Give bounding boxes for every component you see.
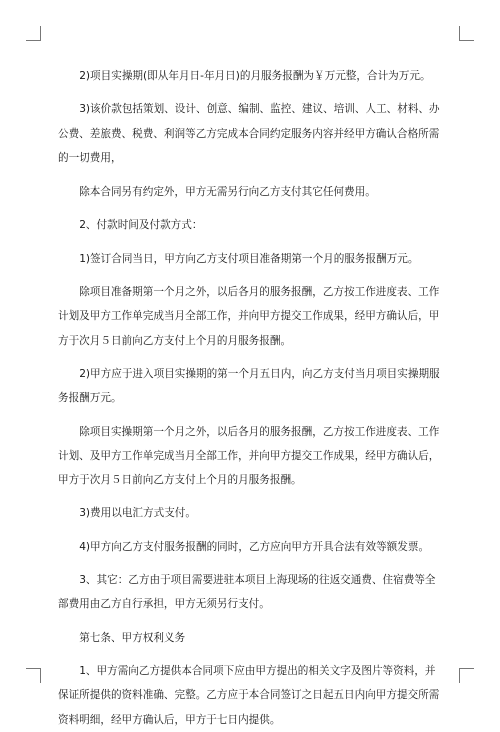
paragraph-payment-heading: 2、付款时间及付款方式： (79, 219, 203, 232)
paragraph-wire-transfer: 3)费用以电汇方式支付。 (79, 507, 196, 520)
paragraph-operation-first-month: 2)甲方应于进入项目实操期的第一个月五日内，向乙方支付当月项目实操期服务报酬万元。 (58, 367, 440, 405)
paragraph-monthly-fee: 2)项目实操期(即从年月日-年月日)的月服务报酬为￥万元整，合计为万元。 (79, 70, 431, 82)
paragraph-signing-payment: 1)签订合同当日，甲方向乙方支付项目准备期第一个月的服务报酬万元。 (79, 252, 419, 265)
paragraph-other-costs: 3、其它：乙方由于项目需要进驻本项目上海现场的往返交通费、住宿费等全部费用由乙方自行承担，甲方无须另行支付。 (58, 574, 436, 611)
crop-mark-bottom-left (26, 668, 41, 683)
paragraph-price-scope: 3)该价款包括策划、设计、创意、编制、监控、建议、培训、人工、材料、办公费、差旅费、税费、利润等乙方完成本合同约定服务内容并经甲方确认合格所需的一切费用， (58, 103, 440, 164)
paragraph-party-a-materials: 1、甲方需向乙方提供本合同项下应由甲方提出的相关文字及图片等资料，并保证所提供的资料准确、完整。乙方应于本合同签订之日起五日内向甲方提交所需资料明细，经甲方确认后，甲方于七日内提供。 (58, 664, 440, 726)
paragraph-operation-monthly: 除项目实操期第一个月之外，以后各月的服务报酬，乙方按工作进度表、工作计划、及甲方工作单完成当月全部工作，并向甲方提交工作成果，经甲方确认后，甲方于次月５日前向乙方支付上个月的月服务报酬。 (58, 425, 440, 487)
crop-mark-top-left (26, 26, 41, 41)
section-heading-article-7: 第七条、甲方权利义务 (79, 631, 186, 644)
crop-mark-bottom-right (459, 668, 474, 683)
paragraph-invoice: 4)甲方向乙方支付服务报酬的同时，乙方应向甲方开具合法有效等额发票。 (79, 540, 430, 553)
paragraph-no-extra-fees: 除本合同另有约定外，甲方无需另行向乙方支付其它任何费用。 (79, 186, 376, 199)
document-body (58, 64, 442, 732)
paragraph-prep-monthly: 除项目准备期第一个月之外，以后各月的服务报酬，乙方按工作进度表、工作计划及甲方工作单完成当月全部工作，并向甲方提交工作成果，经甲方确认后，甲方于次月５日前向乙方支付上个月的月服务报酬。 (58, 286, 440, 347)
crop-mark-top-right (459, 26, 474, 41)
